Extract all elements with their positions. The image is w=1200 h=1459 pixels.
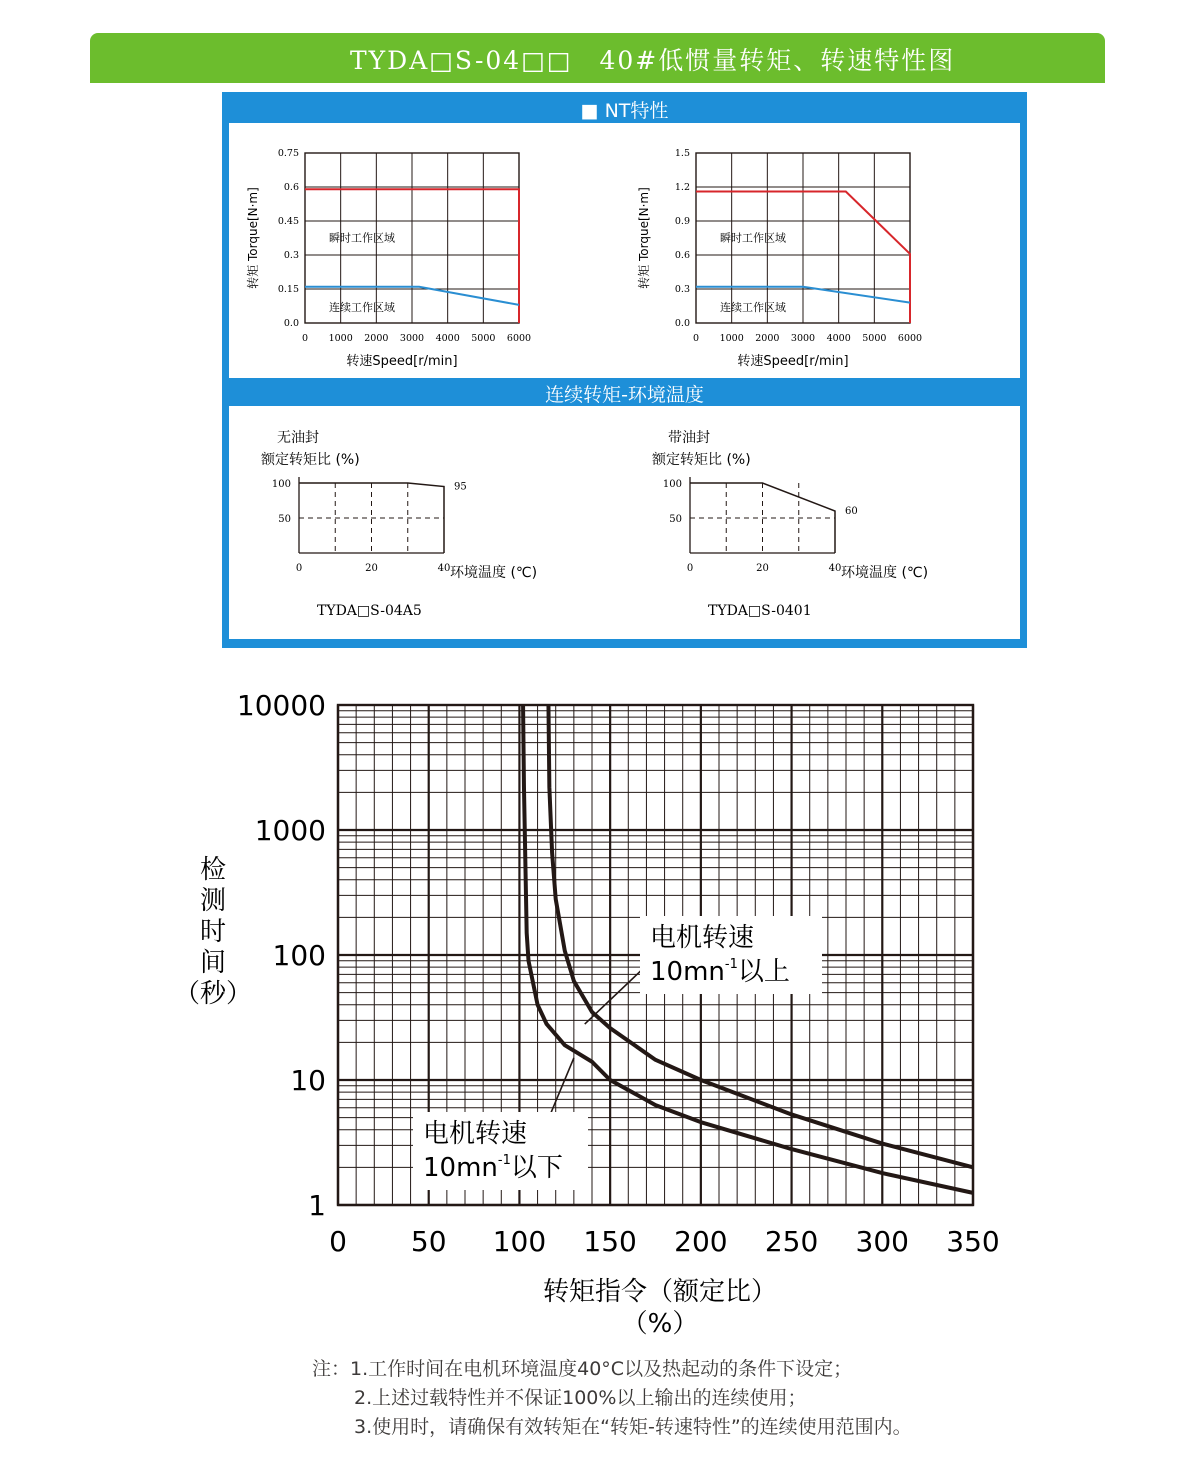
- y-tick-label: 0.45: [277, 216, 299, 227]
- x-tick-label: 40: [828, 563, 842, 574]
- x-axis-label: 环境温度 (℃): [450, 565, 538, 581]
- end-value-label: 60: [845, 506, 858, 517]
- label-lower-line1: 电机转速: [423, 1119, 528, 1149]
- x-tick-label: 20: [756, 563, 769, 574]
- x-tick-label: 0: [301, 333, 309, 344]
- y-tick-label: 0.0: [283, 318, 299, 329]
- continuous-region-label: 连续工作区域: [720, 301, 786, 314]
- caption: 带油封: [668, 430, 710, 446]
- instant-region-label: 瞬时工作区域: [720, 231, 786, 245]
- y-tick-label: 0.6: [283, 182, 299, 193]
- nt-chart-1: [229, 123, 619, 378]
- x-tick-label: 100: [492, 1225, 547, 1258]
- y-tick-label: 0.75: [277, 148, 299, 159]
- y-axis-label-char: 间: [199, 948, 227, 978]
- x-tick-label: 0: [686, 563, 694, 574]
- note-3: 3.使用时，请确保有效转矩在“转矩-转速特性”的连续使用范围内。: [354, 1416, 912, 1438]
- x-axis-label: 转速Speed[r/min]: [737, 354, 849, 369]
- label-upper-tail: 以上: [737, 957, 790, 987]
- x-tick-label: 5000: [862, 333, 887, 344]
- label-lower-superscript: -1: [497, 1153, 511, 1168]
- y-tick-label: 1.2: [674, 182, 690, 193]
- y-tick-label: 1: [308, 1189, 326, 1222]
- model-label: TYDA□S-04A5: [317, 603, 422, 619]
- overload-chart: [0, 660, 1200, 1350]
- note-1: 注：1.工作时间在电机环境温度40°C以及热起动的条件下设定；: [312, 1358, 853, 1380]
- temp-chart-2: [620, 406, 1020, 639]
- header-title: TYDA□S-04□□ 40#低惯量转矩、转速特性图: [350, 46, 956, 75]
- y-axis-label: 转矩 Torque[N·m]: [246, 187, 260, 289]
- label-lower-tail: 以下: [510, 1153, 563, 1183]
- x-axis-label: 转矩指令（额定比）: [542, 1277, 778, 1307]
- x-axis-label: 转速Speed[r/min]: [346, 354, 458, 369]
- y-tick-label: 0.15: [277, 284, 299, 295]
- x-tick-label: 40: [437, 563, 451, 574]
- temp-section-title: 连续转矩-环境温度: [545, 384, 704, 406]
- label-upper-line1: 电机转速: [650, 923, 755, 953]
- note-2: 2.上述过载特性并不保证100%以上输出的连续使用；: [354, 1387, 807, 1409]
- y-axis-label-char: （秒）: [173, 979, 253, 1009]
- y-tick-label: 0.9: [674, 216, 690, 227]
- y-axis-label-char: 检: [199, 855, 227, 885]
- y-axis-label: 额定转矩比 (%): [261, 452, 360, 468]
- continuous-region-label: 连续工作区域: [329, 301, 395, 314]
- end-value-label: 95: [454, 481, 467, 493]
- x-tick-label: 6000: [506, 333, 532, 344]
- y-tick-label: 50: [278, 514, 291, 525]
- x-tick-label: 5000: [471, 333, 496, 344]
- x-tick-label: 350: [946, 1225, 1000, 1258]
- label-lower-line2: [423, 1153, 563, 1183]
- y-tick-label: 10: [290, 1064, 326, 1097]
- y-tick-label: 0.6: [674, 250, 690, 261]
- y-tick-label: 100: [271, 479, 291, 490]
- x-tick-label: 3000: [399, 333, 425, 344]
- x-tick-label: 0: [692, 333, 700, 344]
- y-axis-label: 额定转矩比 (%): [652, 452, 751, 468]
- x-axis-label: 环境温度 (℃): [841, 565, 929, 581]
- leader-line-lower: [550, 1058, 574, 1114]
- notes: [312, 1355, 912, 1442]
- y-tick-label: 100: [272, 939, 326, 972]
- x-tick-label: 20: [365, 563, 378, 574]
- x-axis-unit: （%）: [621, 1309, 699, 1339]
- x-tick-label: 4000: [435, 333, 460, 344]
- y-tick-label: 100: [662, 479, 682, 490]
- y-tick-label: 0.3: [674, 284, 690, 295]
- x-tick-label: 2000: [755, 333, 780, 344]
- temp-panel: [229, 406, 1020, 639]
- x-tick-label: 3000: [790, 333, 816, 344]
- x-tick-label: 1000: [719, 333, 744, 344]
- nt-chart-2: [620, 123, 1020, 378]
- caption: 无油封: [277, 430, 319, 446]
- x-tick-label: 200: [674, 1225, 728, 1258]
- label-upper-speed: 10mn: [650, 957, 725, 987]
- y-tick-label: 0.3: [283, 250, 299, 261]
- header-banner: [90, 33, 1105, 83]
- nt-panel: [229, 123, 1020, 378]
- x-tick-label: 4000: [826, 333, 851, 344]
- y-axis-label-char: 测: [199, 886, 227, 916]
- x-tick-label: 1000: [328, 333, 353, 344]
- x-tick-label: 300: [855, 1225, 910, 1258]
- label-lower-speed: 10mn: [423, 1153, 498, 1183]
- label-upper-superscript: -1: [724, 957, 738, 972]
- temp-chart-1: [229, 406, 619, 639]
- y-axis-label-char: 时: [199, 917, 227, 947]
- characteristics-box: [222, 92, 1027, 648]
- model-label: TYDA□S-0401: [708, 603, 812, 619]
- y-tick-label: 50: [669, 514, 682, 525]
- x-tick-label: 2000: [364, 333, 389, 344]
- x-tick-label: 6000: [897, 333, 923, 344]
- x-tick-label: 50: [410, 1225, 447, 1258]
- nt-section-title: ■ NT特性: [580, 100, 669, 122]
- y-tick-label: 1.5: [674, 148, 690, 159]
- y-tick-label: 1000: [254, 814, 326, 847]
- label-upper-line2: [650, 957, 790, 987]
- x-tick-label: 150: [583, 1225, 637, 1258]
- x-tick-label: 0: [295, 563, 303, 574]
- leader-line-upper: [585, 971, 641, 1024]
- x-tick-label: 250: [764, 1225, 819, 1258]
- y-tick-label: 0.0: [674, 318, 690, 329]
- x-tick-label: 0: [329, 1225, 347, 1258]
- y-axis-label: 转矩 Torque[N·m]: [637, 187, 651, 289]
- y-tick-label: 10000: [236, 689, 326, 722]
- instant-region-label: 瞬时工作区域: [329, 231, 395, 245]
